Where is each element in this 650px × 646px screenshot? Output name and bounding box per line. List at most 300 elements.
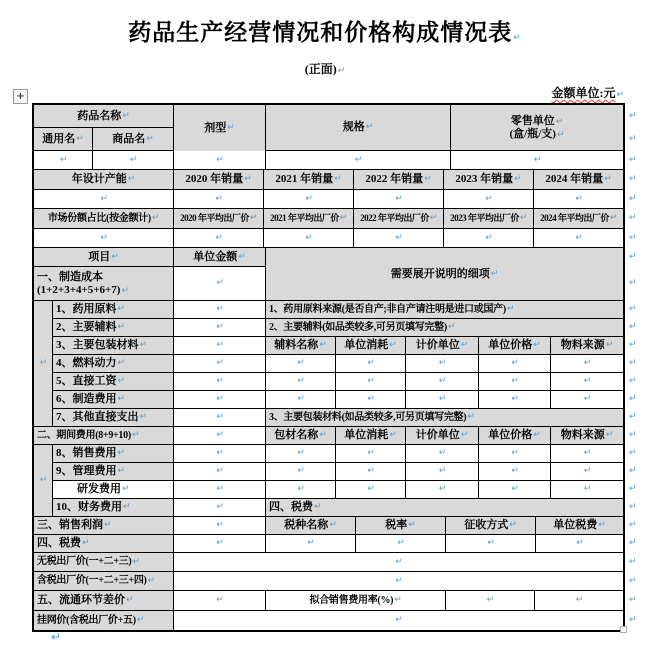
- paragraph-mark-icon: ↵: [337, 66, 346, 76]
- paragraph-mark-icon: ↵: [395, 193, 403, 204]
- paragraph-mark-icon: ↵: [238, 251, 246, 262]
- cell-manufacturing-cost-label: [34, 267, 174, 301]
- cell-packaging-col-unit: 计价单位 ↵: [406, 427, 479, 445]
- sales-2021-input-cell[interactable]: [264, 190, 354, 209]
- paragraph-mark-icon: ↵: [216, 466, 224, 477]
- paragraph-mark-icon: ↵: [117, 322, 126, 333]
- paragraph-mark-icon: ↵: [509, 520, 517, 531]
- paragraph-mark-icon: ↵: [438, 394, 447, 405]
- paragraph-mark-icon: ↵: [136, 615, 145, 626]
- paragraph-mark-icon: ↵: [395, 615, 403, 626]
- paragraph-mark-icon: ↵: [486, 595, 495, 606]
- paragraph-mark-icon: ↵: [583, 358, 592, 369]
- table-row: [34, 445, 624, 517]
- row-end-mark-icon: ↵: [629, 133, 637, 144]
- table-row: [34, 572, 624, 591]
- cell-period-expense-label: 二、期间费用(8+9+10) ↵: [34, 427, 174, 445]
- row-end-mark-icon: ↵: [629, 556, 637, 567]
- paragraph-mark-icon: ↵: [216, 394, 224, 405]
- paragraph-mark-icon: ↵: [314, 502, 322, 513]
- packaging-input-cell[interactable]: [479, 463, 551, 481]
- paragraph-mark-icon: ↵: [533, 154, 542, 165]
- row-end-mark-icon: ↵: [629, 615, 637, 625]
- paragraph-mark-icon: ↵: [39, 475, 48, 486]
- row-end-mark-icon: ↵: [629, 484, 637, 494]
- packaging-input-cell[interactable]: [406, 481, 479, 499]
- paragraph-mark-icon: ↵: [297, 394, 305, 405]
- paragraph-mark-icon: ↵: [216, 448, 224, 459]
- paragraph-mark-icon: ↵: [216, 430, 224, 441]
- period-item-sales-amount-input-cell[interactable]: [174, 445, 266, 463]
- cell-note-tax: 四、税费 ↵: [266, 499, 624, 517]
- cell-note-raw-material: 1、药用原料来源(是否自产;非自产请注明是进口或国产) ↵: [266, 301, 624, 319]
- row-end-mark-icon: ↵: [629, 520, 637, 530]
- manufacturing-cost-amount-input-cell[interactable]: [174, 267, 266, 301]
- cell-circulation-label: 五、流通环节差价 ↵: [34, 591, 174, 611]
- cell-packaging-col-source: 物料来源 ↵: [551, 427, 624, 445]
- packaging-input-cell[interactable]: [266, 463, 336, 481]
- price-no-tax-input-cell[interactable]: [174, 553, 624, 572]
- excipient-input-cell[interactable]: [336, 373, 406, 391]
- sales-2022-input-cell[interactable]: [354, 190, 444, 209]
- cell-detail-header: 需要展开说明的细项 ↵: [266, 248, 624, 301]
- generic-name-input-cell[interactable]: [34, 151, 93, 170]
- cell-capacity-header: 年设计产能 ↵: [34, 170, 174, 190]
- paragraph-mark-icon: ↵: [389, 430, 397, 441]
- manufacturing-cost-line1: 一、制造成本: [37, 270, 103, 283]
- row-end-mark-icon: ↵: [629, 376, 637, 386]
- paragraph-mark-icon: ↵: [575, 193, 583, 204]
- paragraph-mark-icon: ↵: [395, 232, 403, 243]
- table-row: [34, 517, 624, 535]
- cell-sales-2023-header: 2023 年销量 ↵: [444, 170, 534, 190]
- row-end-mark-icon: ↵: [629, 412, 637, 422]
- paragraph-mark-icon: ↵: [394, 595, 402, 606]
- listing-price-input-cell[interactable]: [174, 611, 624, 631]
- paragraph-mark-icon: ↵: [438, 376, 447, 387]
- paragraph-mark-icon: ↵: [216, 278, 224, 289]
- cell-sales-2022-header: 2022 年销量 ↵: [354, 170, 444, 190]
- table-row: [34, 229, 624, 248]
- excipient-input-cell[interactable]: [551, 391, 624, 409]
- cell-tax-col-name: 税种名称 ↵: [266, 517, 356, 535]
- packaging-input-cell[interactable]: [479, 481, 551, 499]
- price-2021-input-cell[interactable]: [264, 229, 354, 248]
- row-end-mark-icon: ↵: [629, 232, 637, 243]
- paragraph-mark-icon: ↵: [460, 430, 469, 441]
- paragraph-mark-icon: ↵: [82, 538, 90, 549]
- paragraph-mark-icon: ↵: [123, 502, 131, 513]
- paragraph-mark-icon: ↵: [575, 232, 583, 243]
- cell-price-2020-header: 2020 年平均出厂价 ↵: [174, 209, 264, 229]
- paragraph-mark-icon: ↵: [129, 154, 138, 165]
- paragraph-mark-icon: ↵: [151, 213, 160, 224]
- paragraph-mark-icon: ↵: [139, 412, 148, 423]
- cell-tax-label: 四、税费 ↵: [34, 535, 174, 553]
- paragraph-mark-icon: ↵: [609, 213, 617, 224]
- cost-item-1-amount-input-cell[interactable]: [174, 301, 266, 319]
- cost-item-5-amount-input-cell[interactable]: [174, 373, 266, 391]
- paragraph-mark-icon: ↵: [139, 340, 148, 351]
- row-end-mark-icon: ↵: [629, 502, 637, 512]
- cell-retail-unit-header: [451, 105, 624, 151]
- cell-item-header: 项目 ↵: [34, 248, 174, 267]
- excipient-input-cell[interactable]: [406, 391, 479, 409]
- excipient-input-cell[interactable]: [266, 391, 336, 409]
- row-end-mark-icon: ↵: [629, 154, 637, 165]
- tax-input-cell[interactable]: [266, 535, 356, 553]
- cell-period-item-admin: 9、管理费用 ↵: [53, 463, 174, 481]
- paragraph-mark-icon: ↵: [511, 376, 519, 387]
- table-row: [34, 209, 624, 229]
- packaging-input-cell[interactable]: [406, 463, 479, 481]
- paragraph-mark-icon: ↵: [447, 322, 456, 333]
- row-end-mark-icon: ↵: [629, 575, 637, 586]
- paragraph-mark-icon: ↵: [216, 502, 224, 513]
- table-resize-handle[interactable]: [620, 626, 627, 633]
- cell-tax-col-method: 征收方式 ↵: [446, 517, 536, 535]
- cell-drug-name-header: 药品名称 ↵: [34, 105, 174, 128]
- price-with-tax-input-cell[interactable]: [174, 572, 624, 591]
- paragraph-mark-icon: ↵: [319, 430, 327, 441]
- cell-market-share-header: 市场份额占比(按金额计) ↵: [34, 209, 174, 229]
- paragraph-mark-icon: ↵: [126, 595, 134, 606]
- circulation-amount-input-cell[interactable]: [174, 591, 266, 611]
- paragraph-mark-icon: ↵: [215, 232, 223, 243]
- cell-price-2024-header: 2024 年平均出厂价 ↵: [534, 209, 624, 229]
- excipient-input-cell[interactable]: [479, 373, 551, 391]
- cell-excipient-col-name: 辅料名称 ↵: [266, 337, 336, 355]
- paragraph-mark-icon: ↵: [367, 484, 375, 495]
- paragraph-mark-icon: ↵: [305, 232, 313, 243]
- cell-listing-price-label: 挂网价(含税出厂价+五) ↵: [34, 611, 174, 631]
- paragraph-mark-icon: ↵: [307, 538, 315, 549]
- price-2023-input-cell[interactable]: [444, 229, 534, 248]
- cell-note-packaging: 3、主要包装材料(如品类较多,可另页填写完整) ↵: [266, 409, 624, 427]
- table-row: [34, 427, 624, 445]
- paragraph-mark-icon: ↵: [297, 466, 305, 477]
- row-end-mark-icon: ↵: [629, 304, 637, 314]
- cell-fitted-sales-rate-label: 拟合销售费用率(%) ↵: [266, 591, 446, 611]
- sales-2024-input-cell[interactable]: [534, 190, 624, 209]
- table-row: [34, 105, 624, 151]
- retail-unit-input-cell[interactable]: [451, 151, 624, 170]
- period-section-strip-cell[interactable]: [34, 445, 53, 517]
- paragraph-mark-icon: ↵: [485, 232, 493, 243]
- paragraph-mark-icon: ↵: [104, 520, 112, 531]
- cell-cost-item-5: 5、直接工资 ↵: [53, 373, 174, 391]
- excipient-input-cell[interactable]: [406, 355, 479, 373]
- paragraph-mark-icon: ↵: [605, 430, 614, 441]
- packaging-input-cell[interactable]: [479, 445, 551, 463]
- paragraph-mark-icon: ↵: [216, 484, 224, 495]
- page-subtitle: (正面)↵: [304, 62, 346, 76]
- manufacturing-cost-line2: (1+2+3+4+5+6+7)↵: [37, 283, 129, 296]
- paragraph-mark-icon: ↵: [117, 448, 126, 459]
- paragraph-mark-icon: ↵: [424, 174, 432, 185]
- row-end-mark-icon: ↵: [629, 110, 637, 121]
- table-row: [34, 591, 624, 611]
- packaging-input-cell[interactable]: [336, 445, 406, 463]
- cell-sales-2020-header: 2020 年销量 ↵: [174, 170, 264, 190]
- paragraph-mark-icon: ↵: [555, 116, 564, 127]
- row-end-mark-icon: ↵: [629, 466, 637, 476]
- paragraph-mark-icon: ↵: [76, 133, 84, 144]
- excipient-input-cell[interactable]: [336, 355, 406, 373]
- paragraph-mark-icon: ↵: [216, 376, 224, 387]
- packaging-input-cell[interactable]: [266, 445, 336, 463]
- period-expense-amount-input-cell[interactable]: [174, 427, 266, 445]
- paragraph-mark-icon: ↵: [147, 575, 155, 586]
- cost-item-6-amount-input-cell[interactable]: [174, 391, 266, 409]
- cell-tax-col-unit-tax: 单位税费 ↵: [536, 517, 624, 535]
- paragraph-mark-icon: ↵: [514, 174, 522, 185]
- paragraph-mark-icon: ↵: [121, 285, 129, 296]
- cost-item-7-amount-input-cell[interactable]: [174, 409, 266, 427]
- cell-brand-name-header: 商品名 ↵: [93, 128, 174, 151]
- cell-unit-amount-header: 单位金额 ↵: [174, 248, 266, 267]
- row-end-mark-icon: ↵: [629, 340, 637, 350]
- excipient-input-cell[interactable]: [551, 355, 624, 373]
- cell-cost-item-3: 3、主要包装材料 ↵: [53, 337, 174, 355]
- sales-2023-input-cell[interactable]: [444, 190, 534, 209]
- paragraph-mark-icon: ↵: [408, 520, 416, 531]
- row-end-mark-icon: ↵: [629, 448, 637, 458]
- row-end-mark-icon: ↵: [629, 193, 637, 204]
- cell-sales-profit-label: 三、销售利润 ↵: [34, 517, 174, 535]
- paragraph-mark-icon: ↵: [216, 322, 224, 333]
- paragraph-mark-icon: ↵: [438, 484, 447, 495]
- brand-name-input-cell[interactable]: [93, 151, 174, 170]
- tax-input-cell[interactable]: [536, 535, 624, 553]
- paragraph-mark-icon: ↵: [583, 448, 592, 459]
- paragraph-mark-icon: ↵: [51, 630, 62, 644]
- tax-amount-input-cell[interactable]: [174, 535, 266, 553]
- excipient-input-cell[interactable]: [266, 373, 336, 391]
- packaging-input-cell[interactable]: [336, 463, 406, 481]
- row-end-mark-icon: ↵: [629, 174, 637, 184]
- paragraph-mark-icon: ↵: [438, 448, 447, 459]
- paragraph-mark-icon: ↵: [297, 448, 305, 459]
- paragraph-mark-icon: ↵: [367, 448, 375, 459]
- row-end-mark-icon: ↵: [629, 213, 637, 223]
- fitted-rate-input-cell[interactable]: [446, 591, 535, 611]
- move-icon: +: [16, 90, 25, 102]
- paragraph-mark-icon: ↵: [216, 304, 224, 315]
- packaging-input-cell[interactable]: [406, 445, 479, 463]
- retail-unit-line1: 零售单位↵: [510, 114, 564, 127]
- cell-period-item-finance: 10、财务费用 ↵: [53, 499, 174, 517]
- paragraph-mark-icon: ↵: [605, 340, 614, 351]
- paragraph-mark-icon: ↵: [127, 174, 136, 185]
- paragraph-mark-icon: ↵: [334, 174, 342, 185]
- paragraph-mark-icon: ↵: [216, 538, 224, 549]
- price-2020-input-cell[interactable]: [174, 229, 264, 248]
- market-share-input-cell[interactable]: [34, 229, 174, 248]
- paragraph-mark-icon: ↵: [339, 213, 347, 224]
- paragraph-mark-icon: ↵: [397, 538, 405, 549]
- cell-price-2022-header: 2022 年平均出厂价 ↵: [354, 209, 444, 229]
- row-end-mark-icon: ↵: [629, 251, 637, 262]
- excipient-input-cell[interactable]: [479, 391, 551, 409]
- paragraph-mark-icon: ↵: [533, 430, 541, 441]
- paragraph-mark-icon: ↵: [244, 174, 252, 185]
- paragraph-mark-icon: ↵: [146, 133, 154, 144]
- cell-cost-item-1: 1、药用原料 ↵: [53, 301, 174, 319]
- paragraph-mark-icon: ↵: [511, 448, 519, 459]
- period-item-finance-amount-input-cell[interactable]: [174, 499, 266, 517]
- paragraph-mark-icon: ↵: [297, 376, 305, 387]
- paragraph-mark-icon: ↵: [216, 595, 224, 606]
- row-end-mark-icon: ↵: [629, 322, 637, 332]
- paragraph-mark-icon: ↵: [117, 466, 126, 477]
- paragraph-mark-icon: ↵: [132, 556, 140, 567]
- cell-excipient-col-source: 物料来源 ↵: [551, 337, 624, 355]
- cell-spec-header: 规格 ↵: [266, 105, 451, 151]
- cell-cost-item-4: 4、燃料动力 ↵: [53, 355, 174, 373]
- paragraph-mark-icon: ↵: [467, 412, 475, 423]
- paragraph-mark-icon: ↵: [485, 193, 493, 204]
- tax-input-cell[interactable]: [356, 535, 446, 553]
- paragraph-mark-icon: ↵: [511, 394, 519, 405]
- cell-packaging-col-price: 单位价格 ↵: [479, 427, 551, 445]
- cell-price-no-tax-label: 无税出厂价(一+二+三) ↵: [34, 553, 174, 572]
- row-end-mark-icon: ↵: [629, 430, 637, 440]
- cell-price-2023-header: 2023 年平均出厂价 ↵: [444, 209, 534, 229]
- paragraph-mark-icon: ↵: [59, 154, 68, 165]
- paragraph-mark-icon: ↵: [429, 213, 437, 224]
- table-row: [34, 248, 624, 301]
- cell-period-item-rnd: 研发费用 ↵: [53, 481, 174, 499]
- paragraph-mark-icon: ↵: [354, 154, 363, 165]
- form-table: [33, 104, 624, 631]
- paragraph-mark-icon: ↵: [438, 358, 447, 369]
- paragraph-mark-icon: ↵: [598, 520, 606, 531]
- excipient-input-cell[interactable]: [479, 355, 551, 373]
- paragraph-mark-icon: ↵: [100, 193, 108, 204]
- paragraph-mark-icon: ↵: [367, 376, 375, 387]
- paragraph-mark-icon: ↵: [329, 520, 337, 531]
- paragraph-mark-icon: ↵: [533, 340, 541, 351]
- paragraph-mark-icon: ↵: [511, 484, 519, 495]
- dosage-form-input-cell[interactable]: [174, 151, 266, 170]
- cell-generic-name-header: 通用名 ↵: [34, 128, 93, 151]
- excipient-input-cell[interactable]: [551, 373, 624, 391]
- cost-section-strip-cell[interactable]: [34, 301, 53, 427]
- cell-cost-item-6: 6、制造费用 ↵: [53, 391, 174, 409]
- paragraph-mark-icon: ↵: [131, 430, 140, 441]
- packaging-input-cell[interactable]: [551, 445, 624, 463]
- paragraph-mark-icon: ↵: [216, 520, 224, 531]
- paragraph-mark-icon: ↵: [117, 304, 126, 315]
- price-2022-input-cell[interactable]: [354, 229, 444, 248]
- paragraph-mark-icon: ↵: [39, 358, 48, 369]
- table-row: [34, 553, 624, 572]
- paragraph-mark-icon: ↵: [319, 340, 327, 351]
- cell-price-2021-header: 2021 年平均出厂价 ↵: [264, 209, 354, 229]
- row-end-mark-icon: ↵: [629, 394, 637, 404]
- sales-profit-amount-input-cell[interactable]: [174, 517, 266, 535]
- packaging-input-cell[interactable]: [336, 481, 406, 499]
- packaging-input-cell[interactable]: [266, 481, 336, 499]
- paragraph-mark-icon: ↵: [583, 466, 592, 477]
- paragraph-mark-icon: ↵: [511, 358, 519, 369]
- capacity-input-cell[interactable]: [34, 190, 174, 209]
- paragraph-mark-icon: ↵: [395, 556, 403, 567]
- paragraph-mark-icon: ↵: [395, 575, 403, 586]
- table-row: [34, 151, 624, 170]
- cell-tax-col-rate: 税率 ↵: [356, 517, 446, 535]
- paragraph-mark-icon: ↵: [438, 466, 447, 477]
- paragraph-mark-icon: ↵: [487, 538, 495, 549]
- excipient-input-cell[interactable]: [336, 391, 406, 409]
- paragraph-mark-icon: ↵: [511, 466, 519, 477]
- excipient-input-cell[interactable]: [406, 373, 479, 391]
- cell-excipient-col-unit: 计价单位 ↵: [406, 337, 479, 355]
- paragraph-mark-icon: ↵: [604, 174, 612, 185]
- cell-note-excipient: 2、主要辅料(如品类较多,可另页填写完整) ↵: [266, 319, 624, 337]
- cell-packaging-col-consumption: 单位消耗 ↵: [336, 427, 406, 445]
- paragraph-mark-icon: ↵: [365, 122, 374, 133]
- period-item-rnd-amount-input-cell[interactable]: [174, 481, 266, 499]
- paragraph-mark-icon: ↵: [111, 251, 119, 262]
- paragraph-mark-icon: ↵: [490, 268, 499, 279]
- packaging-input-cell[interactable]: [551, 481, 624, 499]
- tax-input-cell[interactable]: [446, 535, 536, 553]
- paragraph-mark-icon: ↵: [215, 193, 223, 204]
- table-row: [34, 301, 624, 427]
- paragraph-mark-icon: ↵: [389, 340, 397, 351]
- amount-unit-text: 金额单位:元: [551, 86, 616, 100]
- paragraph-mark-icon: ↵: [367, 466, 375, 477]
- paragraph-mark-icon: ↵: [513, 33, 522, 43]
- row-end-mark-icon: ↵: [629, 278, 637, 288]
- price-2024-input-cell[interactable]: [534, 229, 624, 248]
- cell-packaging-col-name: 包材名称 ↵: [266, 427, 336, 445]
- paragraph-mark-icon: ↵: [583, 394, 592, 405]
- cost-item-4-amount-input-cell[interactable]: [174, 355, 266, 373]
- page-title: 药品生产经营情况和价格构成情况表↵: [128, 20, 522, 45]
- packaging-input-cell[interactable]: [551, 463, 624, 481]
- cost-item-3-amount-input-cell[interactable]: [174, 337, 266, 355]
- paragraph-mark-icon: ↵: [575, 595, 584, 606]
- paragraph-mark-icon: ↵: [216, 358, 224, 369]
- paragraph-mark-icon: ↵: [122, 110, 130, 121]
- cell-cost-item-2: 2、主要辅料 ↵: [53, 319, 174, 337]
- cost-item-2-amount-input-cell[interactable]: [174, 319, 266, 337]
- paragraph-mark-icon: ↵: [227, 122, 235, 133]
- paragraph-mark-icon: ↵: [216, 340, 224, 351]
- table-move-handle[interactable]: [13, 89, 28, 104]
- period-item-admin-amount-input-cell[interactable]: [174, 463, 266, 481]
- retail-unit-line2: (盒/瓶/支)↵: [509, 127, 565, 140]
- row-end-mark-icon: ↵: [629, 538, 637, 548]
- cell-excipient-col-price: 单位价格 ↵: [479, 337, 551, 355]
- paragraph-mark-icon: ↵: [122, 484, 130, 495]
- table-row: [34, 611, 624, 631]
- fitted-rate-input-cell[interactable]: [535, 591, 624, 611]
- paragraph-mark-icon: ↵: [519, 213, 527, 224]
- spec-input-cell[interactable]: [266, 151, 451, 170]
- paragraph-mark-icon: ↵: [249, 213, 257, 224]
- paragraph-mark-icon: ↵: [556, 129, 565, 140]
- sales-2020-input-cell[interactable]: [174, 190, 264, 209]
- excipient-input-cell[interactable]: [266, 355, 336, 373]
- table-row: [34, 535, 624, 553]
- cell-period-item-sales: 8、销售费用 ↵: [53, 445, 174, 463]
- cell-sales-2024-header: 2024 年销量 ↵: [534, 170, 624, 190]
- paragraph-mark-icon: ↵: [297, 484, 305, 495]
